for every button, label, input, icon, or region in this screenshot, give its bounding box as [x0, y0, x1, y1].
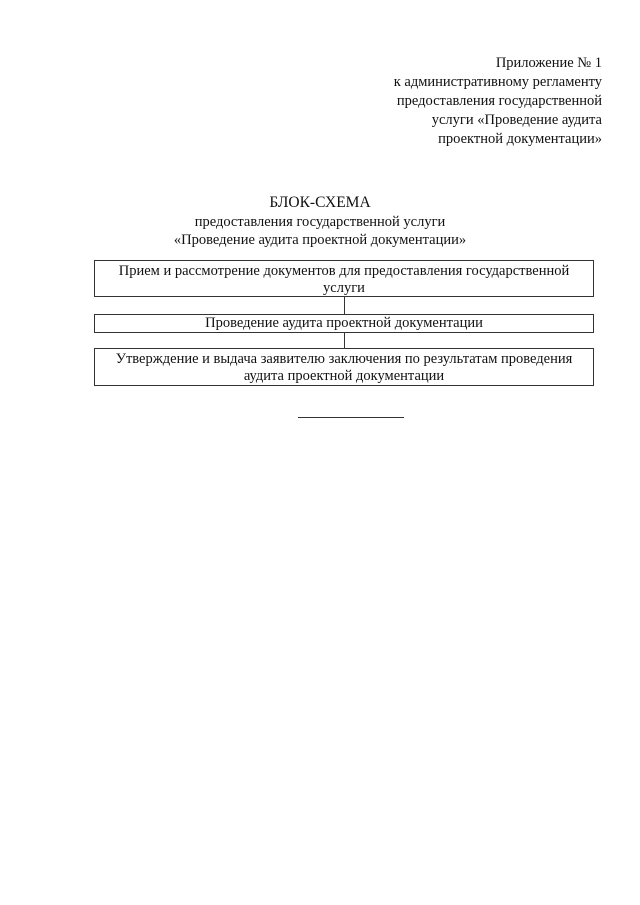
annex-line: услуги «Проведение аудита	[431, 112, 602, 128]
document-title	[0, 193, 640, 249]
annex-line: предоставления государственной	[396, 93, 602, 109]
title-subtitle-line: предоставления государственной услуги	[194, 214, 446, 230]
annex-line: проектной документации»	[438, 131, 602, 147]
annex-header	[394, 54, 602, 149]
end-divider	[298, 417, 404, 418]
flow-step-text: услуги	[323, 280, 365, 296]
flow-step-text: аудита проектной документации	[243, 368, 445, 384]
annex-line: Приложение № 1	[495, 55, 602, 71]
title-main: БЛОК-СХЕМА	[269, 194, 371, 211]
flow-step-text: Прием и рассмотрение документов для предоставления государственной	[118, 263, 570, 279]
flow-step-3	[94, 348, 594, 386]
flow-connector	[344, 333, 345, 348]
flow-step-text: Утверждение и выдача заявителю заключения по результатам проведения	[115, 351, 573, 367]
flow-step-2	[94, 314, 594, 333]
flow-connector	[344, 297, 345, 314]
flow-step-text: Проведение аудита проектной документации	[205, 315, 483, 331]
annex-line: к административному регламенту	[393, 74, 602, 90]
title-subtitle-line: «Проведение аудита проектной документации»	[173, 232, 467, 248]
flow-step-1	[94, 260, 594, 297]
